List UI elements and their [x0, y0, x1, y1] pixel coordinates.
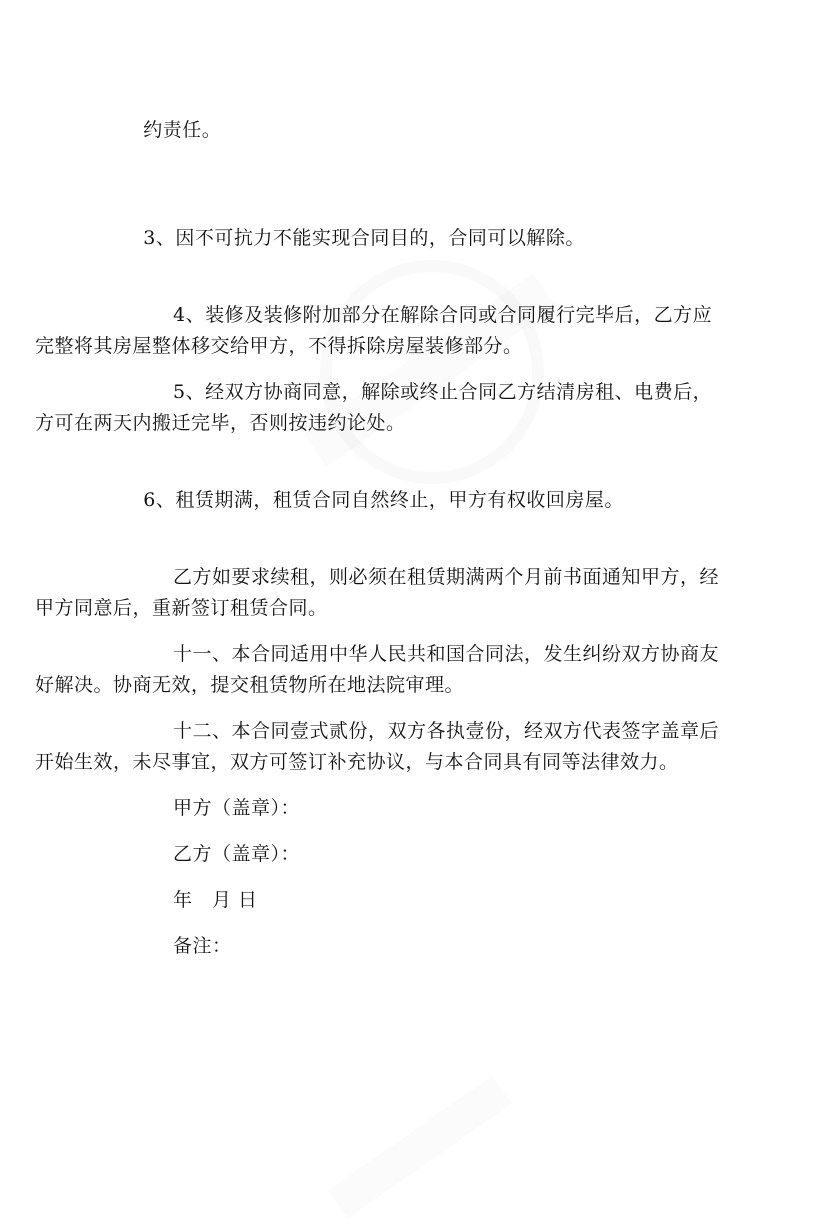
- paragraph-line: 开始生效，未尽事宜，双方可签订补充协议，与本合同具有同等法律效力。: [35, 751, 679, 773]
- paragraph-line: 乙方如要求续租，则必须在租赁期满两个月前书面通知甲方，经: [173, 566, 720, 588]
- clause-3: [104, 192, 744, 285]
- paragraph-line: 十一、本合同适用中华人民共和国合同法，发生纠纷双方协商友: [173, 643, 720, 665]
- paragraph-line: 好解决。协商无效，提交租赁物所在地法院审理。: [35, 674, 465, 696]
- paragraph-line: 6、租赁期满，租赁合同自然终止，甲方有权收回房屋。: [143, 489, 624, 511]
- party-b-signature: 乙方（盖章）：: [173, 843, 301, 865]
- paragraph-line: 十二、本合同壹式贰份，双方各执壹份，经双方代表签字盖章后: [173, 720, 720, 742]
- paragraph-line: 约责任。: [143, 119, 222, 141]
- watermark-bottom: [320, 1090, 520, 1210]
- clause-5: [35, 377, 744, 439]
- paragraph-line: 完整将其房屋整体移交给甲方，不得拆除房屋装修部分。: [35, 335, 523, 357]
- article-12: [35, 716, 744, 778]
- paragraph-line: 方可在两天内搬迁完毕，否则按违约论处。: [35, 412, 406, 434]
- document-body: [35, 84, 744, 977]
- paragraph-continuation: [104, 84, 744, 177]
- paragraph-line: 5、经双方协商同意，解除或终止合同乙方结清房租、电费后，: [173, 381, 713, 403]
- remarks-label: 备注：: [173, 935, 232, 957]
- signature-date: 年 月 日: [173, 889, 258, 911]
- renewal-paragraph: [35, 562, 744, 624]
- party-a-signature: 甲方（盖章）：: [173, 797, 301, 819]
- clause-4: [35, 300, 744, 362]
- paragraph-line: 甲方同意后，重新签订租赁合同。: [35, 597, 328, 619]
- article-11: [35, 639, 744, 701]
- paragraph-line: 4、装修及装修附加部分在解除合同或合同履行完毕后，乙方应: [173, 304, 713, 326]
- clause-6: [104, 454, 744, 547]
- paragraph-line: 3、因不可抗力不能实现合同目的，合同可以解除。: [143, 227, 585, 249]
